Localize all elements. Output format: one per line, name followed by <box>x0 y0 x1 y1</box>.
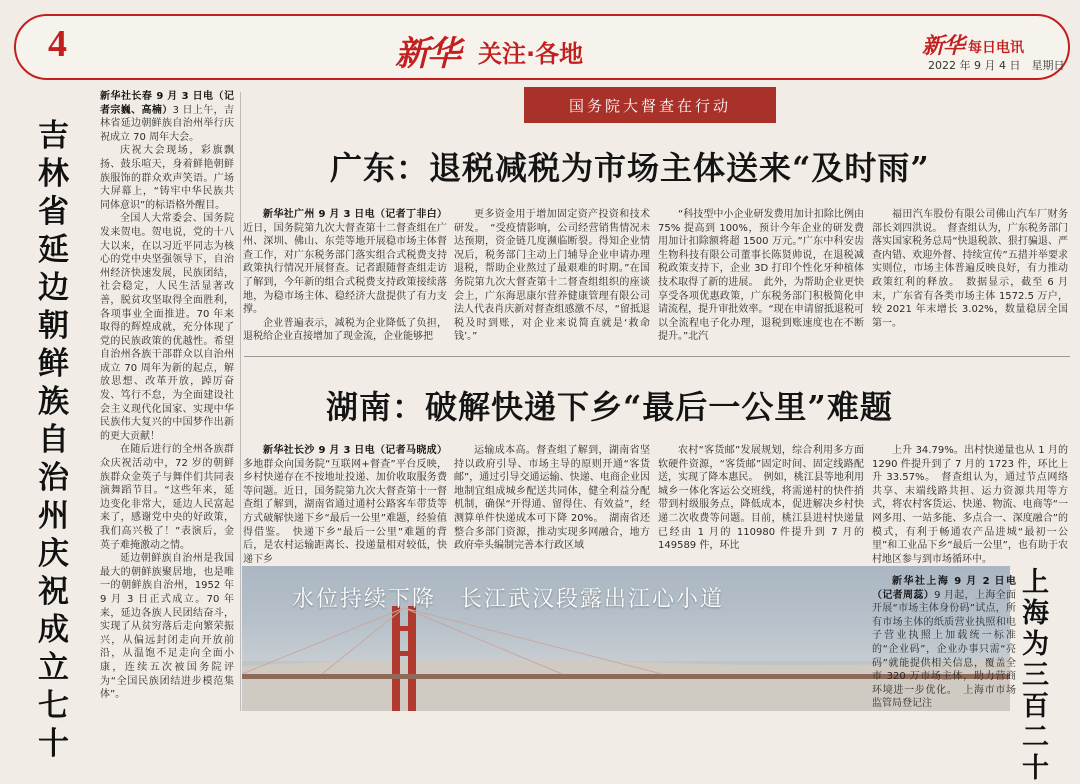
left-story-body <box>100 90 234 711</box>
page-number: 4 <box>48 23 67 65</box>
shanghai-body <box>872 575 1016 711</box>
topic-banner: 国务院大督查在行动 <box>524 87 776 123</box>
hunan-col-1 <box>243 444 447 565</box>
left-story-para-2: 庆祝大会现场，彩旗飘扬、鼓乐喧天，身着鲜艳朝鲜族服饰的群众欢声笑语。广场大屏幕上，“铸牢中华民族共同体意识”的标语格外醒目。 <box>100 145 234 211</box>
hunan-col-1-text: 多地群众向国务院“互联网+督查”平台反映，乡村快递存在不按地址投递、加价收取服务费等问题。近日，国务院第九次大督查第十一督查组了解到，湖南省通过通村公路客车带货等方式破解快递下乡“最后一公里”难题，经验值得借鉴。 快递下乡“最后一公里”难题的背后，是农村运输距离长、投递量相对较低，快递下乡 <box>243 458 447 565</box>
brand-name: 每日电讯 <box>968 40 1024 56</box>
section-title: 关注·各地 <box>478 40 584 68</box>
guangdong-col-1-text: 近日，国务院第九次大督查第十二督查组在广州、深圳、佛山、东莞等地开展稳市场主体督查工作，对广东税务部门落实组合式税费支持政策执行情况开展督查。记者跟随督查组走访了解到，今年新的组合式税费支持政策接续落地，为稳市场主体、稳经济大盘提供了有力支撑。 <box>243 222 447 316</box>
guangdong-col-3: “科技型中小企业研发费用加计扣除比例由 75% 提高到 100%，预计今年企业的研发费用加计扣除额将超 1500 万元。”广东中科安齿生物科技有限公司董事长陈贤帅说，在退税减税政策支持下，企业 3D 打印个性化牙种植体技术取得了新的进展。 此外，为帮助企业更快享受各项优惠政策，广东税务部门积极简化申请流程，提升审批效率。“现在申请留抵退税可以全流程电子化办理，退税到账速度也在不断提升。”北汽 <box>658 209 864 343</box>
issue-date: 2022 年 9 月 4 日 星期日 <box>928 59 1065 72</box>
left-story-para-3: 全国人大常委会、国务院发来贺电。贺电说，党的十八大以来，在以习近平同志为核心的党中央坚强领导下，自治州经济快速发展，民族团结，社会稳定，人民生活显著改善，脱贫攻坚取得全面胜利，各项事业全面推进。70 年来取得的辉煌成就，充分体现了党的民族政策的优越性。希望自治州各族干部群众以自治州成立 70 周年为新的起点，解放思想、改革开放，踔厉奋发、笃行不怠，为全面建设社会主义现代化国家、实现中华民族伟大复兴的中国梦作出新的更大贡献！ <box>100 213 234 442</box>
guangdong-headline: 广东：退税减税为市场主体送来“及时雨” <box>330 149 930 187</box>
section-divider <box>244 356 1070 357</box>
hunan-col-3: 农村“客货邮”发展规划，综合利用多方面软硬件资源，“客货邮”固定时间、固定线路配送，实现了降本惠民。 例如，桃江县等地利用城乡一体化客运公交班线，将需递村的快件捎带到村级服务点，降低成本，促进解决乡村快递二次收费等问题。目前，桃江县进村快递量已经由 1 月的 110980 件提升到 7 月的 149589 件，环比 <box>658 445 864 552</box>
hunan-col-4: 上升 34.79%。出村快递量也从 1 月的 1290 件提升到了 7 月的 1723 件，环比上升 33.57%。 督查组认为，通过节点网络共享、末端线路共担、运力资源共用等方式，将农村客货运、快递、物流、电商等“一网多用、一站多能、多点合一、深度融合”的模式，有利于畅通农产品进城“最初一公里”和工业品下乡“最后一公里”，也有助于农村地区参与到市场循环中。 <box>872 445 1068 565</box>
left-story-para-4: 在随后进行的全州各族群众庆祝活动中，72 岁的朝鲜族群众金英子与舞伴们共同表演舞蹈节目。“这些年来，延边变化非常大，延边人民富起来了，感谢党中央的好政策，我们高兴极了！”表演后，金英子难掩激动之情。 <box>100 444 234 551</box>
guangdong-col-1-text-2: 企业普遍表示，减税为企业降低了负担，退税给企业直接增加了现金流，企业能够把 <box>243 317 447 343</box>
left-story-para-1: 3 日上午，吉林省延边朝鲜族自治州举行庆祝成立 70 周年大会。 <box>100 104 235 143</box>
guangdong-col-2: 更多资金用于增加固定资产投资和技术研发。 “受疫情影响，公司经营销售情况未达预期，资金链几度濒临断裂。得知企业情况后，税务部门主动上门辅导企业申请办理退税，帮助企业熬过了最艰难的时期。”在国务院第九次大督查第十二督查组组织的座谈会上，广东海思康尔营养健康管理有限公司法人代表肖庆新对督查组感激不尽，“留抵退税及时到账，对企业来说简直就是‘救命钱’。” <box>454 209 650 343</box>
brand-logo: 新华 <box>922 33 965 59</box>
xinhua-logo: 新华 <box>395 34 459 74</box>
hunan-col-2: 运输成本高。督查组了解到，湖南省坚持以政府引导、市场主导的原则开通“客货邮”，通过引导交通运输、快递、电商企业因地制宜组成城乡配送共同体，健全利益分配机制，确保“开得通、留得住、有效益”，经测算单件快递成本可下降 20%。 湖南省还整合多部门资源，推动实现多网融合，地方政府牵头编制完善本行政区域 <box>454 445 650 552</box>
left-story-headline: 吉林省延边朝鲜族自治州庆祝成立七十 <box>38 118 69 762</box>
photo-caption: 水位持续下降 长江武汉段露出江心小道 <box>292 587 725 612</box>
hunan-dateline: 新华社长沙 9 月 3 日电（记者马晓成） <box>263 445 447 456</box>
guangdong-col-4: 福田汽车股份有限公司佛山汽车厂财务部长刘四洪说。 督查组认为，广东税务部门落实国家税务总局“快退税款、狠打骗退、严查内错、欢迎外督、持续宣传”五措并举要求实则位，市场主体普遍反映良好，有力推动政策红利的释放。 数据显示，截至 6 月末，广东省有各类市场主体 1572.5 万户，较 2021 年末增长 3.02%，数量稳居全国第一。 <box>872 209 1068 329</box>
hunan-headline: 湖南：破解快递下乡“最后一公里”难题 <box>326 388 893 426</box>
shanghai-headline: 上海为三百二十 <box>1022 567 1049 784</box>
guangdong-col-1 <box>243 208 447 348</box>
guangdong-dateline: 新华社广州 9 月 3 日电（记者丁非白） <box>263 209 447 220</box>
left-story-para-5: 延边朝鲜族自治州是我国最大的朝鲜族聚居地，也是唯一的朝鲜族自治州，1952 年 9 月 3 日正式成立。70 年来，延边各族人民团结奋斗，实现了从贫穷落后走向繁荣振兴，从偏远封闭走向开放前沿，从温饱不足走向全面小康，连续五次被国务院评为“全国民族团结进步模范集体”。 <box>100 553 234 701</box>
left-story-dateline: 新华社长春 9 月 3 日电（记者宗巍、高楠） <box>100 91 234 116</box>
shanghai-dateline: 新华社上海 9 月 2 日电（记者周蕊） <box>872 576 1016 601</box>
shanghai-text: 9 月起，上海全面开展“市场主体身份码”试点，所有市场主体的纸质营业执照和电子营业执照上加载统一标准的“企业码”，企业办事只需“亮码”就能提供相关信息，覆盖全市 320 万市场主体，助力营商环境进一步优化。 上海市市场监管局登记注 <box>872 589 1017 710</box>
column-divider <box>240 92 241 711</box>
